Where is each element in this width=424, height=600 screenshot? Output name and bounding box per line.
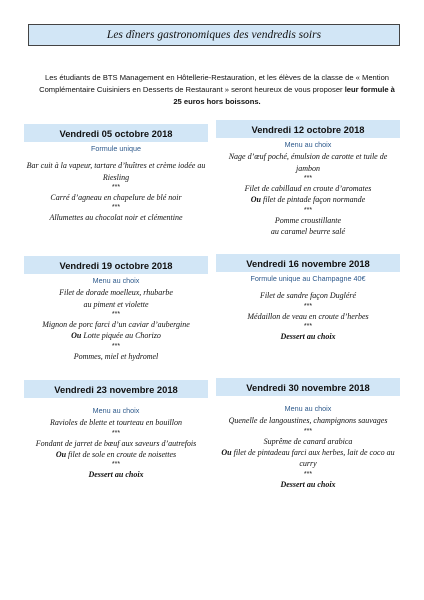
dish-starter: Ravioles de blette et tourteau en bouillon	[50, 418, 182, 428]
dish-main: Carré d’agneau en chapelure de blé noir	[50, 193, 182, 203]
dish-dessert: Dessert au choix	[88, 470, 144, 480]
separator: ***	[111, 342, 121, 350]
dish-main-alt-text: filet de pintade façon normande	[261, 195, 366, 205]
intro-line-1: Les étudiants de BTS Management en Hôtellerie-Restauration, et les élèves de la classe de « Mention	[44, 73, 390, 82]
menu-card-23-nov	[24, 380, 208, 481]
card-subtitle: Menu au choix	[284, 404, 332, 413]
separator: ***	[303, 470, 313, 478]
dish-main-alt	[24, 449, 208, 460]
card-date: Vendredi 30 novembre 2018	[246, 381, 370, 393]
separator: ***	[303, 174, 313, 182]
dish-main-alt	[216, 194, 400, 205]
dish-dessert: Pomme croustillante	[274, 215, 342, 225]
card-subtitle: Menu au choix	[284, 140, 332, 149]
dish-dessert: Pommes, miel et hydromel	[73, 351, 159, 361]
separator: ***	[111, 204, 121, 212]
dish-main-alt-text: filet de sole en croute de noisettes	[66, 450, 177, 460]
separator: ***	[303, 427, 313, 435]
dish-starter: Nage d’œuf poché, émulsion de carotte et tuile de jambon	[228, 152, 388, 173]
menu-card-12-oct	[216, 120, 400, 238]
intro-line-2: Complémentaire Cuisiniers en Desserts de Restaurant » seront heureux de vous proposer	[39, 84, 345, 94]
dish-dessert: Allumettes au chocolat noir et clémentine	[49, 213, 183, 223]
or-label: Ou	[55, 450, 67, 460]
card-date: Vendredi 16 novembre 2018	[246, 257, 370, 269]
dish-main: Mignon de porc farci d’un caviar d’aubergine	[42, 320, 190, 330]
dish-main: Filet de cabillaud en croute d’aromates	[244, 184, 372, 194]
separator: ***	[111, 183, 121, 191]
card-subtitle: Formule unique au Champagne 40€	[250, 274, 366, 283]
intro-paragraph	[26, 72, 408, 107]
card-subtitle: Formule unique	[91, 144, 141, 153]
separator: ***	[303, 206, 313, 214]
separator: ***	[111, 429, 121, 437]
menu-card-16-nov	[216, 254, 400, 342]
card-subtitle: Menu au choix	[92, 276, 140, 285]
dish-main: Médaillon de veau en croute d’herbes	[247, 311, 369, 321]
page-title: Les dîners gastronomiques des vendredis soirs	[106, 29, 322, 41]
dish-dessert: Dessert au choix	[280, 332, 336, 342]
menu-card-19-oct	[24, 256, 208, 362]
card-body	[24, 142, 208, 224]
dish-main: Suprême de canard arabica	[263, 436, 353, 446]
dish-main: Fondant de jarret de bœuf aux saveurs d’autrefois	[35, 438, 197, 448]
separator: ***	[303, 302, 313, 310]
dish-main-alt	[216, 447, 400, 470]
card-subtitle: Menu au choix	[92, 406, 140, 415]
dish-dessert-line-2: au caramel beurre salé	[270, 227, 346, 237]
card-header	[24, 256, 208, 274]
card-body	[216, 396, 400, 490]
separator: ***	[111, 461, 121, 469]
page-title-banner	[28, 24, 400, 46]
card-header	[216, 254, 400, 272]
separator: ***	[111, 310, 121, 318]
card-date: Vendredi 12 octobre 2018	[251, 123, 365, 135]
card-date: Vendredi 05 octobre 2018	[59, 127, 173, 139]
menu-card-05-oct	[24, 124, 208, 224]
card-header	[24, 124, 208, 142]
separator: ***	[303, 323, 313, 331]
or-label: Ou	[221, 448, 232, 458]
dish-starter-line-2: au piment et violette	[83, 299, 149, 309]
card-header	[216, 120, 400, 138]
dish-starter: Filet de dorade moelleux, rhubarbe	[59, 288, 173, 298]
card-body	[24, 274, 208, 362]
dish-main-alt-text: filet de pintadeau farci aux herbes, lait de coco au curry	[231, 448, 395, 469]
card-body	[216, 272, 400, 342]
or-label: Ou	[250, 195, 262, 205]
intro-line-2-bold: leur formule à	[344, 84, 395, 94]
card-date: Vendredi 19 octobre 2018	[59, 259, 173, 271]
dish-dessert: Dessert au choix	[280, 479, 336, 489]
card-header	[216, 378, 400, 396]
intro-line-3-bold: 25 euros hors boissons.	[173, 96, 261, 106]
card-header	[24, 380, 208, 398]
or-label: Ou	[71, 331, 82, 341]
dish-starter: Bar cuit à la vapeur, tartare d’huîtres et crème iodée au Riesling	[26, 161, 206, 182]
dish-starter: Filet de sandre façon Dugléré	[259, 291, 357, 301]
card-date: Vendredi 23 novembre 2018	[54, 383, 178, 395]
dish-main-alt	[24, 330, 208, 341]
card-body	[24, 398, 208, 481]
menu-card-30-nov	[216, 378, 400, 490]
dish-main-alt-text: Lotte piquée au Chorizo	[81, 331, 161, 341]
dish-starter: Quenelle de langoustines, champignons sauvages	[228, 416, 388, 426]
card-body	[216, 138, 400, 238]
